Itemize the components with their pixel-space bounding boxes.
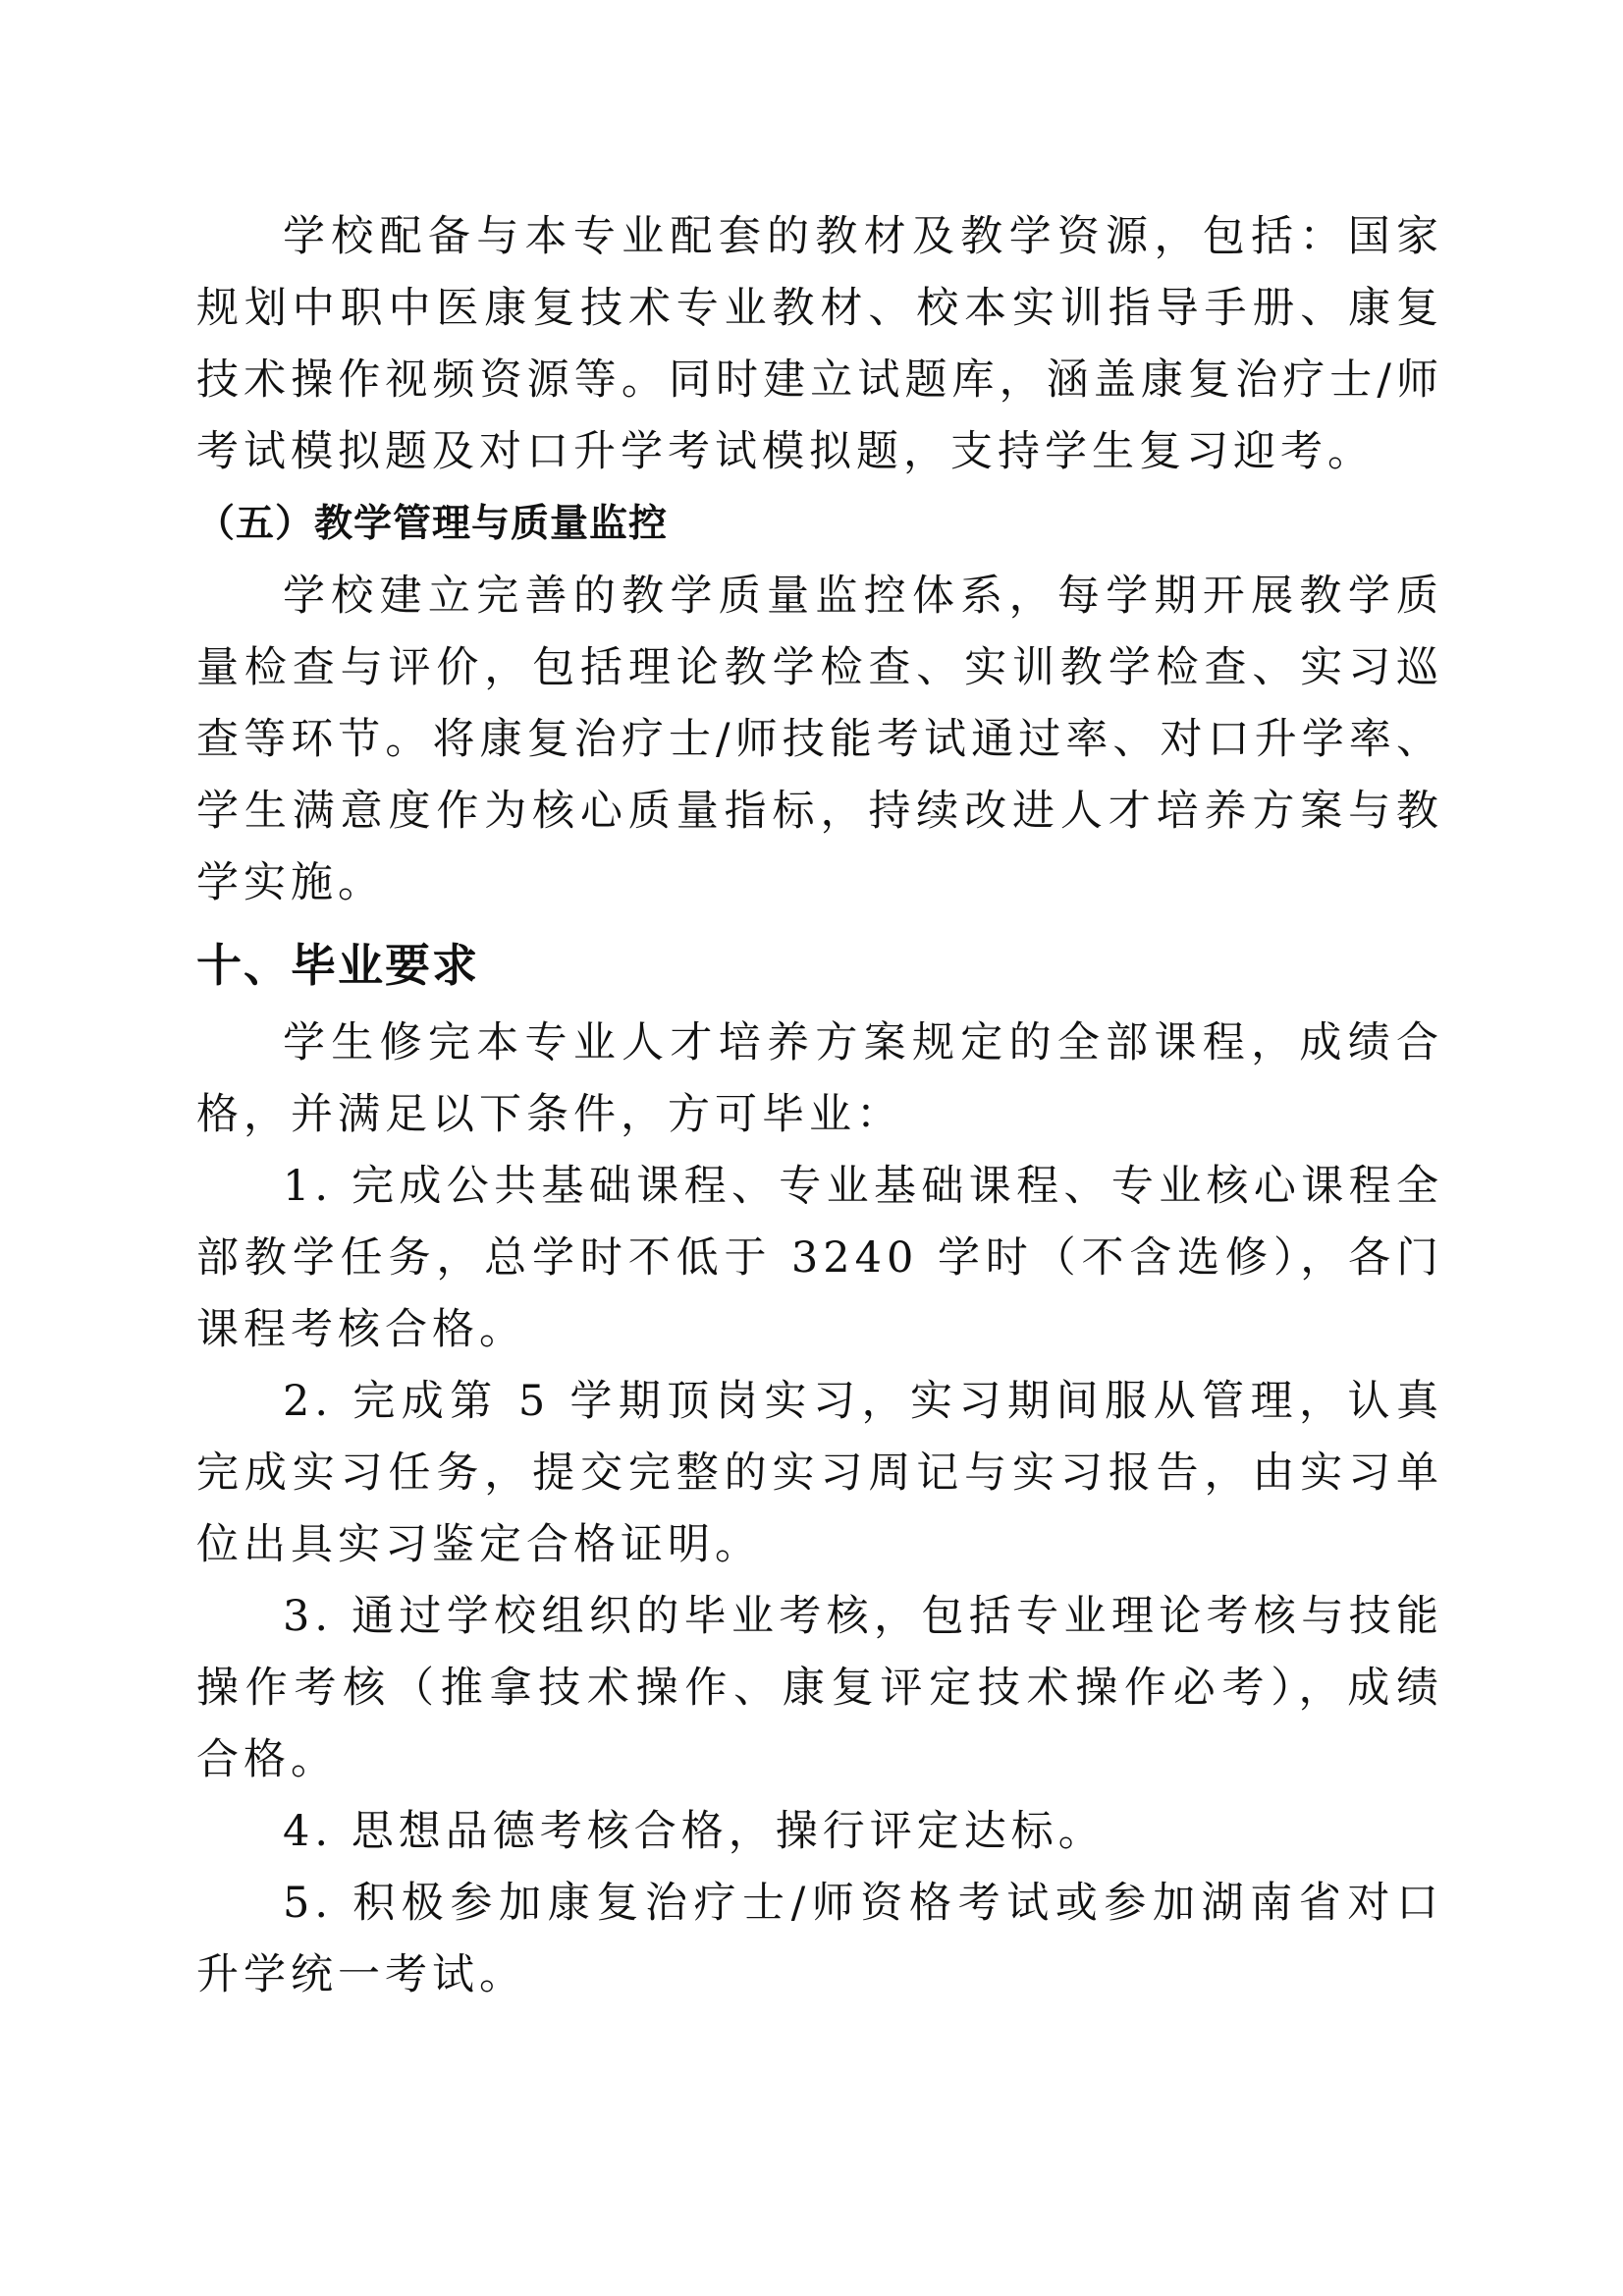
requirement-item-5: 5. 积极参加康复治疗士/师资格考试或参加湖南省对口升学统一考试。 [196, 1879, 1443, 1999]
requirement-item-1: 1. 完成公共基础课程、专业基础课程、专业核心课程全部教学任务，总学时不低于 3240 学时（不含选修），各门课程考核合格。 [196, 1162, 1443, 1354]
requirement-item-2: 2. 完成第 5 学期顶岗实习，实习期间服从管理，认真完成实习任务，提交完整的实习周记与实习报告，由实习单位出具实习鉴定合格证明。 [196, 1377, 1443, 1569]
requirements-list [196, 1151, 1443, 2011]
document-page [196, 201, 1443, 2011]
requirement-item-4: 4. 思想品德考核合格，操行评定达标。 [283, 1807, 1106, 1856]
resources-paragraph: 学校配备与本专业配套的教材及教学资源，包括：国家规划中职中医康复技术专业教材、校本实训指导手册、康复技术操作视频资源等。同时建立试题库，涵盖康复治疗士/师考试模拟题及对口升学考试模拟题，支持学生复习迎考。 [196, 212, 1443, 476]
graduation-intro-paragraph: 学生修完本专业人才培养方案规定的全部课程，成绩合格，并满足以下条件，方可毕业： [196, 1018, 1443, 1139]
quality-paragraph: 学校建立完善的教学质量监控体系，每学期开展教学质量检查与评价，包括理论教学检查、实训教学检查、实习巡查等环节。将康复治疗士/师技能考试通过率、对口升学率、学生满意度作为核心质量指标，持续改进人才培养方案与教学实施。 [196, 572, 1443, 907]
quality-section-heading: （五）教学管理与质量监控 [196, 502, 669, 546]
graduation-section-heading: 十、毕业要求 [196, 939, 479, 992]
requirement-item-3: 3. 通过学校组织的毕业考核，包括专业理论考核与技能操作考核（推拿技术操作、康复评定技术操作必考），成绩合格。 [196, 1592, 1443, 1784]
